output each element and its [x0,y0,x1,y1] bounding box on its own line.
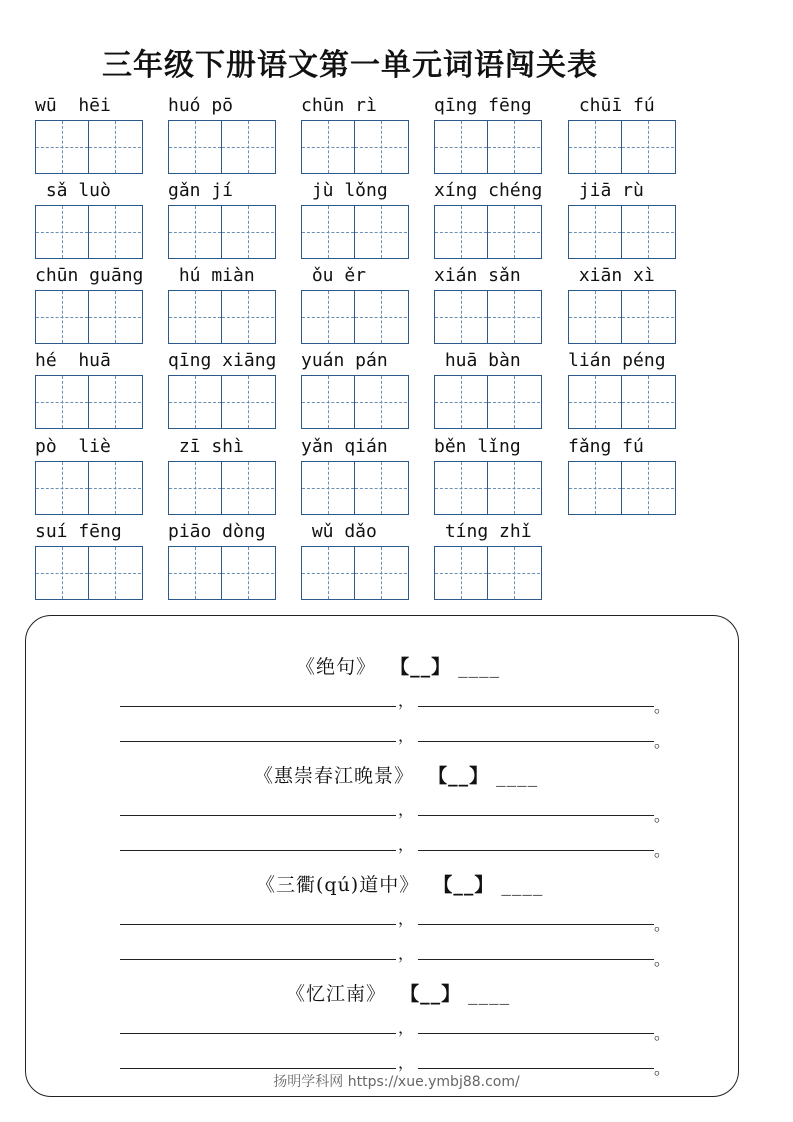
period-mark: 。 [654,1024,671,1043]
pinyin-label: xián sǎn [434,265,521,286]
writing-box[interactable] [434,120,542,174]
answer-line[interactable] [120,924,396,925]
word-cell [434,179,542,259]
word-cell [434,435,542,515]
word-cell [168,349,276,429]
tian-zi-square[interactable] [36,462,89,514]
tian-zi-square[interactable] [622,462,674,514]
tian-zi-square[interactable] [569,291,622,343]
word-cell [35,349,143,429]
tian-zi-square[interactable] [302,376,355,428]
tian-zi-square[interactable] [36,547,89,599]
tian-zi-square[interactable] [89,206,141,258]
pinyin-label: hú miàn [168,265,255,286]
author-name-blank[interactable]: ____ [458,656,501,678]
guide-line-horizontal [222,317,274,318]
guide-line-horizontal [36,402,88,403]
word-cell [168,94,276,174]
tian-zi-square[interactable] [169,547,222,599]
poem-title [296,652,500,679]
pinyin-label: piāo dòng [168,521,266,542]
word-cell [301,264,409,344]
tian-zi-square[interactable] [36,121,89,173]
writing-box[interactable] [35,120,143,174]
guide-line-horizontal [488,402,540,403]
tian-zi-square[interactable] [222,547,274,599]
guide-line-horizontal [169,573,221,574]
period-mark: 。 [654,732,671,751]
answer-line[interactable] [418,706,654,707]
writing-box[interactable] [434,461,542,515]
poem-title [286,979,510,1006]
writing-box[interactable] [301,290,409,344]
pinyin-label: lián péng [568,350,666,371]
answer-line[interactable] [120,815,396,816]
word-cell [168,520,276,600]
guide-line-horizontal [355,147,407,148]
tian-zi-square[interactable] [302,206,355,258]
pinyin-label: jù lǒng [301,180,388,201]
pinyin-label: wǔ dǎo [301,521,377,542]
comma-mark: ， [398,944,415,963]
guide-line-horizontal [89,488,141,489]
tian-zi-square[interactable] [435,291,488,343]
pinyin-label: sǎ luò [35,180,111,201]
word-cell [301,94,409,174]
poem-title [254,761,538,788]
guide-line-horizontal [169,402,221,403]
guide-line-horizontal [36,488,88,489]
word-cell [168,264,276,344]
word-cell [35,179,143,259]
tian-zi-square[interactable] [36,376,89,428]
word-cell [434,520,542,600]
writing-box[interactable] [301,375,409,429]
tian-zi-square[interactable] [222,206,274,258]
word-cell [568,435,676,515]
guide-line-horizontal [355,573,407,574]
guide-line-horizontal [435,232,487,233]
poem-name: 《绝句》 [296,656,377,678]
pinyin-label: qīng fēng [434,95,532,116]
writing-box[interactable] [301,461,409,515]
poem-name: 《惠崇春江晚景》 [254,765,415,787]
footer-watermark: 扬明学科网 https://xue.ymbj88.com/ [273,1074,520,1090]
writing-box[interactable] [168,290,276,344]
tian-zi-square[interactable] [36,206,89,258]
comma-mark: ， [398,835,415,854]
guide-line-horizontal [222,147,274,148]
tian-zi-square[interactable] [302,462,355,514]
writing-box[interactable] [168,120,276,174]
writing-box[interactable] [168,205,276,259]
guide-line-horizontal [36,232,88,233]
tian-zi-square[interactable] [222,121,274,173]
author-name-blank[interactable]: ____ [501,874,544,896]
guide-line-horizontal [222,232,274,233]
tian-zi-square[interactable] [355,376,407,428]
guide-line-horizontal [488,488,540,489]
comma-mark: ， [398,1018,415,1037]
word-cell [168,179,276,259]
tian-zi-square[interactable] [222,462,274,514]
word-cell [434,264,542,344]
guide-line-horizontal [302,573,354,574]
tian-zi-square[interactable] [169,462,222,514]
comma-mark: ， [398,909,415,928]
tian-zi-square[interactable] [435,121,488,173]
writing-box[interactable] [35,546,143,600]
pinyin-label: qīng xiāng [168,350,277,371]
comma-mark: ， [398,726,415,745]
answer-line[interactable] [418,924,654,925]
tian-zi-square[interactable] [435,376,488,428]
author-name-blank[interactable]: ____ [468,983,511,1005]
pinyin-label: chūn guāng [35,265,144,286]
poem-dictation-panel [25,615,739,1097]
guide-line-horizontal [622,317,674,318]
answer-line[interactable] [418,1068,654,1069]
guide-line-horizontal [569,402,621,403]
word-cell [568,179,676,259]
pinyin-label: xíng chéng [434,180,543,201]
answer-line[interactable] [418,850,654,851]
answer-line[interactable] [418,741,654,742]
guide-line-horizontal [89,317,141,318]
author-dynasty-blank[interactable]: 【__】 [390,656,452,678]
guide-line-horizontal [355,317,407,318]
tian-zi-square[interactable] [488,376,540,428]
period-mark: 。 [654,950,671,969]
tian-zi-square[interactable] [435,206,488,258]
guide-line-horizontal [569,147,621,148]
guide-line-horizontal [89,402,141,403]
author-name-blank[interactable]: ____ [496,765,539,787]
guide-line-horizontal [36,147,88,148]
period-mark: 。 [654,841,671,860]
guide-line-horizontal [89,147,141,148]
guide-line-horizontal [302,317,354,318]
guide-line-horizontal [435,147,487,148]
poem-name: 《三衢(qú)道中》 [256,874,420,896]
tian-zi-square[interactable] [569,462,622,514]
word-cell [568,349,676,429]
answer-line[interactable] [120,1033,396,1034]
tian-zi-square[interactable] [488,291,540,343]
pinyin-label: yuán pán [301,350,388,371]
guide-line-horizontal [222,488,274,489]
pinyin-label: hé huā [35,350,111,371]
tian-zi-square[interactable] [435,462,488,514]
guide-line-horizontal [169,147,221,148]
tian-zi-square[interactable] [89,291,141,343]
tian-zi-square[interactable] [488,462,540,514]
word-cell [568,94,676,174]
guide-line-horizontal [569,317,621,318]
pinyin-label: jiā rù [568,180,644,201]
guide-line-horizontal [355,232,407,233]
pinyin-label: xiān xì [568,265,655,286]
pinyin-label: yǎn qián [301,436,388,457]
guide-line-horizontal [488,317,540,318]
guide-line-horizontal [302,232,354,233]
guide-line-horizontal [36,317,88,318]
guide-line-horizontal [622,402,674,403]
tian-zi-square[interactable] [169,121,222,173]
guide-line-horizontal [488,147,540,148]
tian-zi-square[interactable] [569,206,622,258]
writing-box[interactable] [434,205,542,259]
guide-line-horizontal [435,317,487,318]
guide-line-horizontal [355,488,407,489]
word-cell [35,264,143,344]
word-cell [35,520,143,600]
guide-line-horizontal [355,402,407,403]
tian-zi-square[interactable] [569,121,622,173]
pinyin-label: wū hēi [35,95,111,116]
guide-line-horizontal [435,573,487,574]
guide-line-horizontal [89,573,141,574]
pinyin-label: huā bàn [434,350,521,371]
tian-zi-square[interactable] [89,121,141,173]
author-dynasty-blank[interactable]: 【__】 [428,765,490,787]
pinyin-label: gǎn jí [168,180,234,201]
writing-box[interactable] [434,375,542,429]
guide-line-horizontal [569,232,621,233]
period-mark: 。 [654,1059,671,1078]
guide-line-horizontal [435,488,487,489]
guide-line-horizontal [222,573,274,574]
pinyin-label: chūn rì [301,95,377,116]
writing-box[interactable] [35,290,143,344]
tian-zi-square[interactable] [302,121,355,173]
tian-zi-square[interactable] [169,291,222,343]
writing-box[interactable] [568,461,676,515]
writing-box[interactable] [568,120,676,174]
poem-title [256,870,543,897]
writing-box[interactable] [168,546,276,600]
writing-box[interactable] [568,205,676,259]
answer-line[interactable] [120,850,396,851]
tian-zi-square[interactable] [89,462,141,514]
author-dynasty-blank[interactable]: 【__】 [433,874,495,896]
tian-zi-square[interactable] [89,376,141,428]
pinyin-label: ǒu ěr [301,265,367,286]
tian-zi-square[interactable] [622,121,674,173]
guide-line-horizontal [302,488,354,489]
word-cell [434,94,542,174]
pinyin-label: chūī fú [568,95,655,116]
writing-box[interactable] [434,290,542,344]
tian-zi-square[interactable] [488,121,540,173]
tian-zi-square[interactable] [622,376,674,428]
word-cell [35,94,143,174]
period-mark: 。 [654,697,671,716]
word-cell [301,349,409,429]
answer-line[interactable] [120,741,396,742]
guide-line-horizontal [622,488,674,489]
tian-zi-square[interactable] [355,121,407,173]
tian-zi-square[interactable] [355,547,407,599]
pinyin-label: běn lǐng [434,436,521,457]
word-cell [301,435,409,515]
author-dynasty-blank[interactable]: 【__】 [400,983,462,1005]
answer-line[interactable] [120,959,396,960]
writing-box[interactable] [35,461,143,515]
writing-box[interactable] [301,120,409,174]
tian-zi-square[interactable] [302,291,355,343]
comma-mark: ， [398,691,415,710]
guide-line-horizontal [488,232,540,233]
pinyin-label: huó pō [168,95,234,116]
tian-zi-square[interactable] [622,206,674,258]
page-title: 三年级下册语文第一单元词语闯关表 [102,48,598,83]
writing-box[interactable] [434,546,542,600]
tian-zi-square[interactable] [488,547,540,599]
tian-zi-square[interactable] [569,376,622,428]
guide-line-horizontal [302,402,354,403]
tian-zi-square[interactable] [435,547,488,599]
tian-zi-square[interactable] [36,291,89,343]
writing-box[interactable] [35,205,143,259]
answer-line[interactable] [418,815,654,816]
period-mark: 。 [654,915,671,934]
answer-line[interactable] [120,706,396,707]
writing-box[interactable] [568,375,676,429]
guide-line-horizontal [36,573,88,574]
guide-line-horizontal [169,232,221,233]
tian-zi-square[interactable] [488,206,540,258]
guide-line-horizontal [302,147,354,148]
guide-line-horizontal [169,488,221,489]
answer-line[interactable] [418,1033,654,1034]
writing-box[interactable] [301,546,409,600]
pinyin-label: tíng zhǐ [434,521,532,542]
answer-line[interactable] [120,1068,396,1069]
pinyin-label: suí fēng [35,521,122,542]
pinyin-label: fǎng fú [568,436,644,457]
word-cell [35,435,143,515]
comma-mark: ， [398,800,415,819]
guide-line-horizontal [222,402,274,403]
word-cell [168,435,276,515]
guide-line-horizontal [169,317,221,318]
word-cell [301,520,409,600]
tian-zi-square[interactable] [222,376,274,428]
writing-box[interactable] [168,375,276,429]
tian-zi-square[interactable] [622,291,674,343]
pinyin-label: pò liè [35,436,111,457]
tian-zi-square[interactable] [355,291,407,343]
pinyin-label: zī shì [168,436,244,457]
tian-zi-square[interactable] [169,376,222,428]
guide-line-horizontal [435,402,487,403]
tian-zi-square[interactable] [222,291,274,343]
writing-box[interactable] [301,205,409,259]
answer-line[interactable] [418,959,654,960]
poem-name: 《忆江南》 [286,983,387,1005]
tian-zi-square[interactable] [89,547,141,599]
guide-line-horizontal [622,147,674,148]
tian-zi-square[interactable] [355,206,407,258]
tian-zi-square[interactable] [169,206,222,258]
writing-box[interactable] [168,461,276,515]
guide-line-horizontal [89,232,141,233]
guide-line-horizontal [569,488,621,489]
word-cell [434,349,542,429]
writing-box[interactable] [568,290,676,344]
period-mark: 。 [654,806,671,825]
tian-zi-square[interactable] [302,547,355,599]
guide-line-horizontal [488,573,540,574]
writing-box[interactable] [35,375,143,429]
guide-line-horizontal [622,232,674,233]
tian-zi-square[interactable] [355,462,407,514]
comma-mark: ， [398,1053,415,1072]
word-cell [568,264,676,344]
word-cell [301,179,409,259]
